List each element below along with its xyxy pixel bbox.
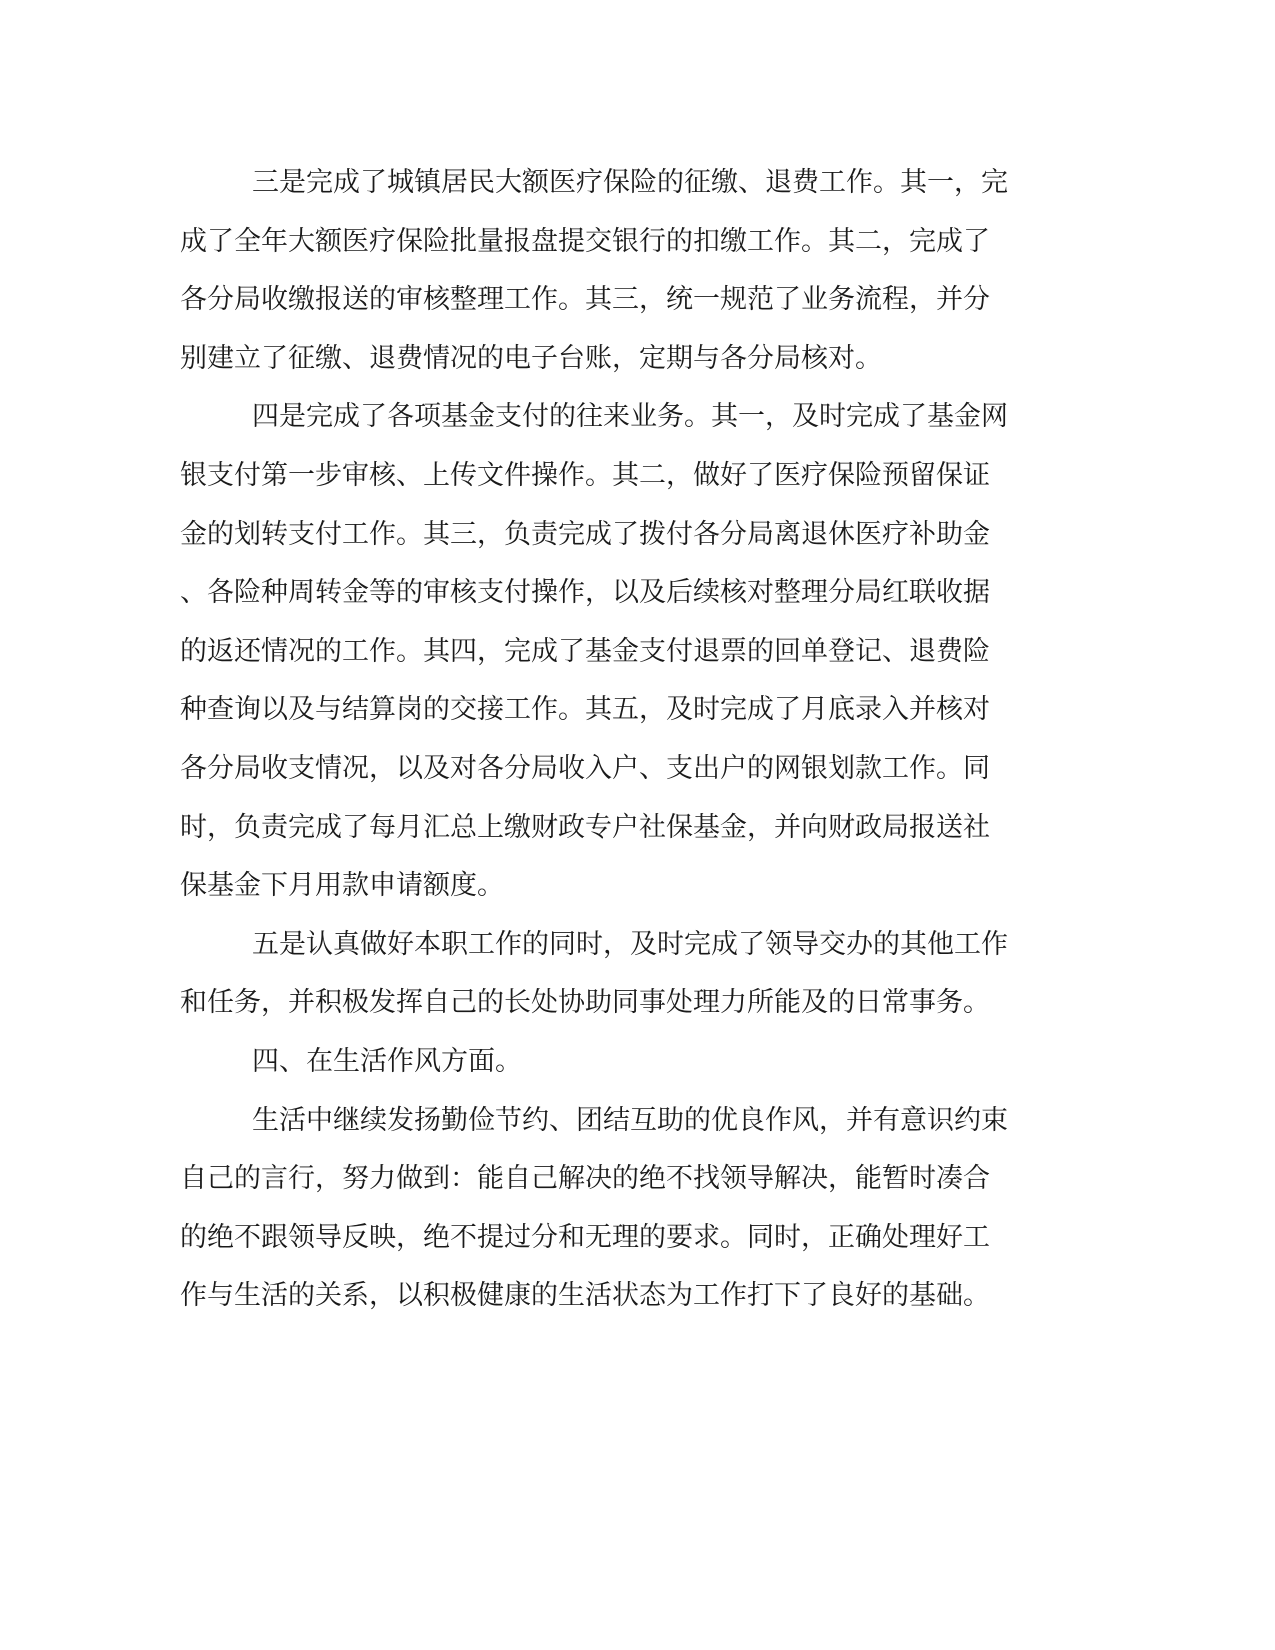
- text-line: 各分局收缴报送的审核整理工作。其三，统一规范了业务流程，并分: [180, 284, 990, 315]
- text-line: 种查询以及与结算岗的交接工作。其五，及时完成了月底录入并核对: [180, 694, 990, 725]
- text-line: 作与生活的关系，以积极健康的生活状态为工作打下了良好的基础。: [180, 1280, 990, 1311]
- text-line: 、各险种周转金等的审核支付操作，以及后续核对整理分局红联收据: [180, 577, 990, 608]
- text-line: 各分局收支情况，以及对各分局收入户、支出户的网银划款工作。同: [180, 753, 990, 784]
- text-line: 生活中继续发扬勤俭节约、团结互助的优良作风，并有意识约束: [252, 1105, 1008, 1136]
- text-line: 自己的言行，努力做到：能自己解决的绝不找领导解决，能暂时凑合: [180, 1163, 990, 1194]
- text-line: 五是认真做好本职工作的同时，及时完成了领导交办的其他工作: [252, 929, 1008, 960]
- section-heading: 四、在生活作风方面。: [252, 1046, 522, 1077]
- text-line: 别建立了征缴、退费情况的电子台账，定期与各分局核对。: [180, 343, 882, 374]
- text-line: 的绝不跟领导反映，绝不提过分和无理的要求。同时，正确处理好工: [180, 1222, 990, 1253]
- text-line: 三是完成了城镇居民大额医疗保险的征缴、退费工作。其一，完: [252, 167, 1008, 198]
- text-line: 金的划转支付工作。其三，负责完成了拨付各分局离退休医疗补助金: [180, 519, 990, 550]
- text-line: 保基金下月用款申请额度。: [180, 870, 504, 901]
- text-line: 四是完成了各项基金支付的往来业务。其一，及时完成了基金网: [252, 401, 1008, 432]
- text-line: 时，负责完成了每月汇总上缴财政专户社保基金，并向财政局报送社: [180, 812, 990, 843]
- text-line: 和任务，并积极发挥自己的长处协助同事处理力所能及的日常事务。: [180, 987, 990, 1018]
- text-line: 成了全年大额医疗保险批量报盘提交银行的扣缴工作。其二，完成了: [180, 226, 990, 257]
- text-line: 的返还情况的工作。其四，完成了基金支付退票的回单登记、退费险: [180, 636, 990, 667]
- text-line: 银支付第一步审核、上传文件操作。其二，做好了医疗保险预留保证: [180, 460, 990, 491]
